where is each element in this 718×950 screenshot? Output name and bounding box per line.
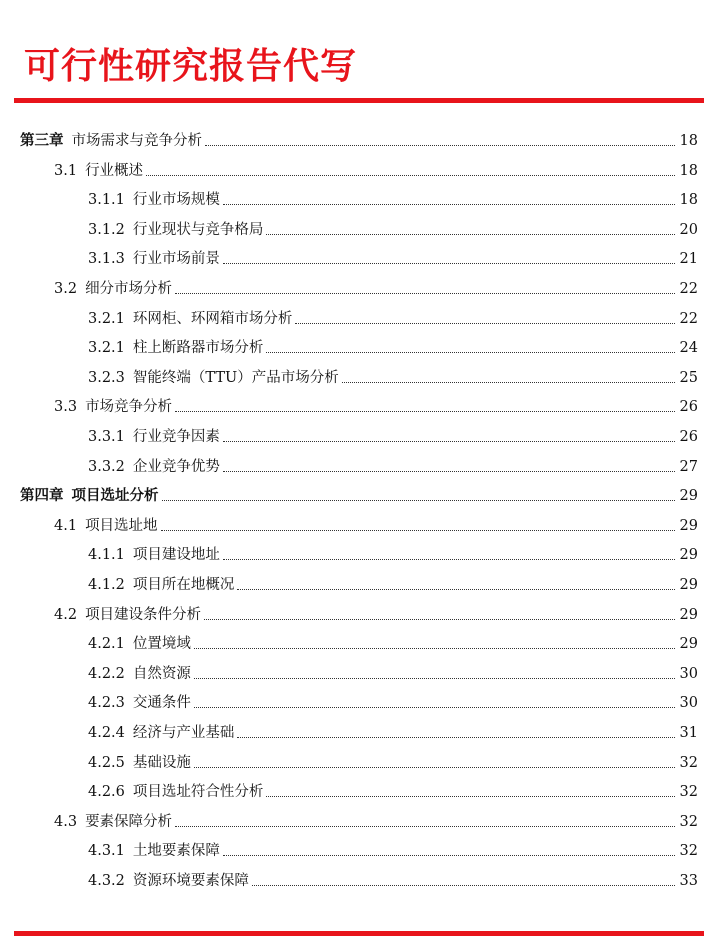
toc-entry[interactable] xyxy=(0,746,718,772)
toc-entry[interactable] xyxy=(0,420,718,446)
toc-entry-number: 4.3 xyxy=(54,813,78,830)
toc-entry-label: 基础设施 xyxy=(132,754,191,771)
toc-page-number: 32 xyxy=(679,784,698,801)
toc-page-number: 20 xyxy=(679,221,698,238)
toc-dot-leader xyxy=(266,351,675,353)
toc-dot-leader xyxy=(194,647,675,649)
toc-page-number: 32 xyxy=(679,754,698,771)
toc-entry-number: 3.3.2 xyxy=(88,458,125,475)
toc-entry[interactable] xyxy=(0,213,718,239)
toc-entry-label: 行业现状与竞争格局 xyxy=(132,221,264,238)
toc-entry-label: 项目建设地址 xyxy=(132,547,220,564)
toc-entry[interactable] xyxy=(0,686,718,712)
toc-entry-number: 第四章 xyxy=(20,488,64,505)
toc-page-number: 29 xyxy=(679,577,698,593)
toc-dot-leader xyxy=(342,381,675,383)
toc-entry[interactable] xyxy=(0,657,718,683)
toc-entry[interactable] xyxy=(0,450,718,476)
toc-dot-leader xyxy=(146,174,675,176)
toc-page-number: 22 xyxy=(679,281,698,297)
toc-entry-number: 4.2.2 xyxy=(88,665,125,682)
toc-entry-label: 项目所在地概况 xyxy=(132,577,235,593)
toc-dot-leader xyxy=(237,588,675,590)
toc-entry-number: 3.1.2 xyxy=(88,221,125,238)
toc-entry-label: 经济与产业基础 xyxy=(132,725,235,741)
toc-entry-label: 自然资源 xyxy=(132,665,191,682)
toc-dot-leader xyxy=(223,440,675,442)
toc-entry-label: 环网柜、环网箱市场分析 xyxy=(132,310,293,327)
toc-page-number: 24 xyxy=(679,340,698,357)
toc-entry-label: 项目选址地 xyxy=(85,517,158,534)
toc-entry[interactable] xyxy=(0,805,718,831)
toc-entry-number: 4.1 xyxy=(54,517,78,534)
toc-entry-label: 细分市场分析 xyxy=(85,281,173,297)
toc-page-number: 26 xyxy=(679,399,698,416)
toc-entry-label: 市场需求与竞争分析 xyxy=(71,133,202,149)
toc-entry-number: 3.1.1 xyxy=(88,192,125,209)
toc-entry-number: 4.2.1 xyxy=(88,636,125,653)
toc-entry-number: 3.1.3 xyxy=(88,251,125,268)
toc-entry[interactable] xyxy=(0,331,718,357)
toc-entry-number: 4.2.5 xyxy=(88,754,125,771)
toc-entry-label: 市场竞争分析 xyxy=(85,399,173,416)
toc-entry-label: 交通条件 xyxy=(132,695,191,712)
toc-entry[interactable] xyxy=(0,834,718,860)
toc-entry-number: 3.1 xyxy=(54,162,78,179)
toc-entry-label: 要素保障分析 xyxy=(85,813,173,830)
toc-page-number: 32 xyxy=(679,843,698,860)
toc-dot-leader xyxy=(194,706,675,708)
toc-entry[interactable] xyxy=(0,598,718,624)
toc-page-number: 25 xyxy=(679,369,698,386)
toc-dot-leader xyxy=(175,825,675,827)
toc-entry[interactable] xyxy=(0,509,718,535)
toc-entry-label: 行业市场规模 xyxy=(132,192,220,209)
toc-page-number: 29 xyxy=(679,606,698,623)
toc-dot-leader xyxy=(223,558,675,560)
toc-dot-leader xyxy=(266,795,675,797)
toc-dot-leader xyxy=(204,618,675,620)
toc-entry-label: 土地要素保障 xyxy=(132,843,220,860)
toc-page-number: 18 xyxy=(679,162,698,179)
toc-entry[interactable] xyxy=(0,538,718,564)
toc-page-number: 29 xyxy=(679,547,698,564)
toc-entry[interactable] xyxy=(0,272,718,298)
toc-entry[interactable] xyxy=(0,627,718,653)
toc-page-number: 31 xyxy=(679,725,698,741)
toc-entry-number: 4.2 xyxy=(54,606,78,623)
toc-entry-number: 3.2.1 xyxy=(88,310,125,327)
toc-entry[interactable] xyxy=(0,154,718,180)
toc-page-number: 29 xyxy=(679,517,698,534)
toc-entry-label: 行业市场前景 xyxy=(132,251,220,268)
toc-entry-number: 3.2.1 xyxy=(88,340,125,357)
toc-entry-number: 3.2.3 xyxy=(88,369,125,386)
toc-dot-leader xyxy=(161,529,675,531)
page-title: 可行性研究报告代写 xyxy=(24,46,358,87)
toc-entry-number: 3.3 xyxy=(54,399,78,416)
toc-entry-number: 3.3.1 xyxy=(88,429,125,445)
toc-entry-label: 行业竞争因素 xyxy=(132,429,220,445)
toc-entry-label: 企业竞争优势 xyxy=(132,458,220,475)
toc-entry[interactable] xyxy=(0,864,718,890)
toc-page-number: 18 xyxy=(679,133,698,149)
toc-entry-label: 柱上断路器市场分析 xyxy=(132,340,264,357)
toc-page-number: 27 xyxy=(679,458,698,475)
toc-dot-leader xyxy=(175,410,675,412)
footer-rule xyxy=(14,931,704,936)
toc-page-number: 26 xyxy=(679,429,698,445)
toc-dot-leader xyxy=(223,854,675,856)
toc-chapter-entry[interactable] xyxy=(0,479,718,505)
toc-page-number: 29 xyxy=(679,636,698,653)
header-rule xyxy=(14,98,704,103)
toc-dot-leader xyxy=(223,262,675,264)
toc-entry-label: 行业概述 xyxy=(85,162,144,179)
toc-entry-number: 4.3.1 xyxy=(88,843,125,860)
toc-dot-leader xyxy=(266,233,675,235)
toc-dot-leader xyxy=(252,884,675,886)
toc-dot-leader xyxy=(175,292,675,294)
toc-entry-number: 4.1.2 xyxy=(88,577,125,593)
toc-dot-leader xyxy=(162,499,676,501)
toc-page-number: 33 xyxy=(679,873,698,889)
toc-page-number: 30 xyxy=(679,695,698,712)
toc-entry-label: 项目选址分析 xyxy=(71,488,159,505)
toc-dot-leader xyxy=(194,677,675,679)
toc-entry-number: 3.2 xyxy=(54,281,78,297)
toc-entry[interactable] xyxy=(0,775,718,801)
toc-page-number: 21 xyxy=(679,251,698,268)
toc-entry-number: 4.2.4 xyxy=(88,725,125,741)
toc-entry[interactable] xyxy=(0,183,718,209)
toc-dot-leader xyxy=(205,144,675,146)
toc-dot-leader xyxy=(295,322,675,324)
toc-dot-leader xyxy=(223,470,675,472)
toc-entry[interactable] xyxy=(0,390,718,416)
toc-entry-number: 4.2.6 xyxy=(88,784,125,801)
toc-page-number: 32 xyxy=(679,813,698,830)
toc-page-number: 22 xyxy=(679,310,698,327)
toc-entry[interactable] xyxy=(0,361,718,387)
toc-entry-number: 第三章 xyxy=(20,133,64,149)
toc-chapter-entry[interactable] xyxy=(0,124,718,150)
toc-entry-label: 智能终端（TTU）产品市场分析 xyxy=(132,369,339,386)
toc-dot-leader xyxy=(194,766,675,768)
toc-entry-label: 项目选址符合性分析 xyxy=(132,784,264,801)
toc-dot-leader xyxy=(237,736,675,738)
toc-entry[interactable] xyxy=(0,242,718,268)
toc-dot-leader xyxy=(223,203,675,205)
toc-entry-number: 4.3.2 xyxy=(88,873,125,889)
toc-entry-label: 位置境域 xyxy=(132,636,191,653)
toc-entry[interactable] xyxy=(0,302,718,328)
toc-entry-label: 项目建设条件分析 xyxy=(85,606,202,623)
toc-entry-number: 4.2.3 xyxy=(88,695,125,712)
toc-entry-label: 资源环境要素保障 xyxy=(132,873,249,889)
toc-entry[interactable] xyxy=(0,568,718,594)
toc-page-number: 30 xyxy=(679,665,698,682)
toc-entry-number: 4.1.1 xyxy=(88,547,125,564)
toc-page-number: 18 xyxy=(679,192,698,209)
toc-page-number: 29 xyxy=(679,488,698,505)
toc-entry[interactable] xyxy=(0,716,718,742)
